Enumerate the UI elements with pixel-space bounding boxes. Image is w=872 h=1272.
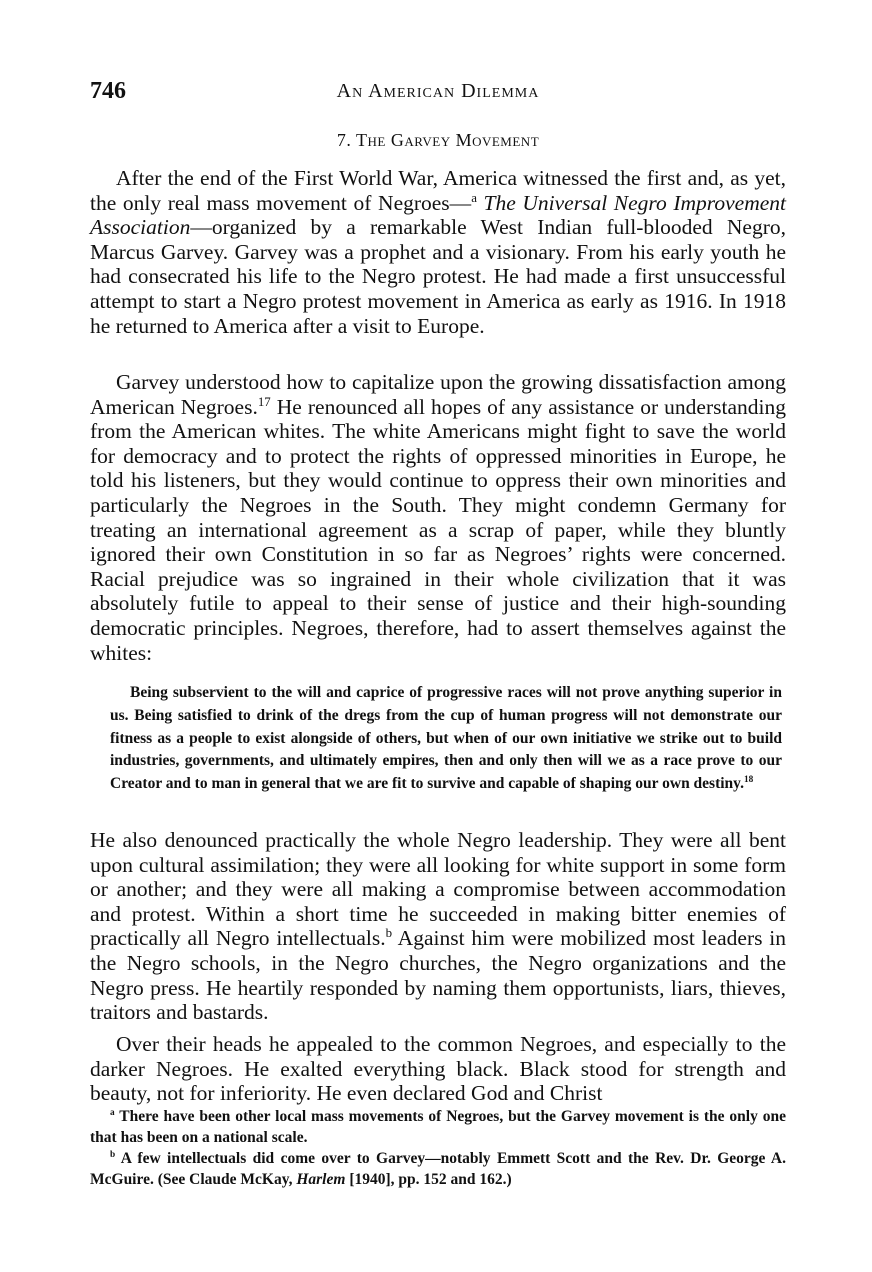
footnote-ref-b: b bbox=[385, 926, 393, 941]
paragraph-4 bbox=[90, 1032, 786, 1106]
paragraph-2-text-b: He renounced all hopes of any assistance or understanding from the American whites. The white Americans might fight to save the world for democracy and to protect the rights of oppressed minorities in Europe, he told his listeners, but they would continue to oppress their own minorities and particularly the Negroes in the South. They might condemn Germany for treating an international agreement as a scrap of paper, while they bluntly ignored their own Constitution in so far as Negroes’ rights were concerned. Racial prejudice was so ingrained in their whole civilization that it was absolutely futile to appeal to their sense of justice and their high-sounding democratic principles. Negroes, therefore, had to assert themselves against the whites: bbox=[90, 394, 786, 665]
block-quote bbox=[110, 682, 782, 796]
paragraph-4-text: Over their heads he appealed to the common Negroes, and especially to the darker Negroes. He exalted everything black. Black stood for strength and beauty, not for inferiority. He even declared God and Christ bbox=[90, 1032, 786, 1106]
footnote-a bbox=[90, 1106, 786, 1148]
association-title: The Universal Negro Improvement Association bbox=[90, 190, 786, 240]
footnote-a-mark: a bbox=[110, 1107, 115, 1118]
note-ref-18: 18 bbox=[743, 775, 754, 786]
paragraph-1-text-a: After the end of the First World War, America witnessed the first and, as yet, the only real mass movement of Negroes— bbox=[90, 166, 786, 215]
footnotes bbox=[90, 1106, 786, 1190]
section-title: 7. The Garvey Movement bbox=[336, 130, 540, 150]
note-ref-17: 17 bbox=[257, 394, 271, 409]
footnote-b-text-1: A few intellectuals did come over to Garvey—notably Emmett Scott and the Rev. Dr. George A. McGuire. (See Claude McKay, bbox=[90, 1150, 786, 1188]
paragraph-1-text-b: —organized by a remarkable West Indian full-blooded Negro, Marcus Garvey. Garvey was a prophet and a visionary. From his early youth he had consecrated his life to the Negro protest. He had made a first unsuccessful attempt to start a Negro protest movement in America as early as 1916. In 1918 he returned to America after a visit to Europe. bbox=[90, 215, 786, 338]
footnote-b-text-2: [1940], pp. 152 and 162.) bbox=[345, 1171, 512, 1188]
paragraph-3-text-a: He also denounced practically the whole Negro leadership. They were all bent upon cultural assimilation; they were all looking for white support in some form or another; and they were all making a compromise between accommodation and protest. Within a short time he succeeded in making bitter enemies of practically all Negro intellectuals. bbox=[90, 828, 786, 951]
footnote-ref-a: a bbox=[471, 190, 477, 205]
block-quote-text: Being subservient to the will and caprice of progressive races will not prove anything superior in us. Being satisfied to drink of the dregs from the cup of human progress will not demonstrate our fitness as a people to exist alongside of others, but when of our own initiative we strike out to build industries, governments, and ultimately empires, then and only then will we as a race prove to our Creator and to man in general that we are fit to survive and capable of shaping our own destiny. bbox=[110, 684, 782, 793]
footnote-b bbox=[90, 1148, 786, 1190]
page-number: 746 bbox=[90, 78, 126, 104]
paragraph-3 bbox=[90, 828, 786, 1025]
paragraph-2 bbox=[90, 370, 786, 665]
footnote-b-mark: b bbox=[110, 1149, 116, 1160]
paragraph-3-text-b: Against him were mobilized most leaders in the Negro schools, in the Negro churches, the Negro organizations and the Negro press. He heartily responded by naming them opportunists, liars, thieves, traitors and bastards. bbox=[90, 926, 786, 1025]
page-header bbox=[90, 78, 786, 110]
paragraph-2-text-a: Garvey understood how to capitalize upon the growing dissatisfaction among American Negroes. bbox=[90, 370, 786, 419]
footnote-a-text: There have been other local mass movements of Negroes, but the Garvey movement is the only one that has been on a national scale. bbox=[90, 1108, 786, 1146]
running-title: An American Dilemma bbox=[336, 80, 540, 102]
footnote-b-title: Harlem bbox=[296, 1171, 346, 1188]
paragraph-1 bbox=[90, 166, 786, 338]
